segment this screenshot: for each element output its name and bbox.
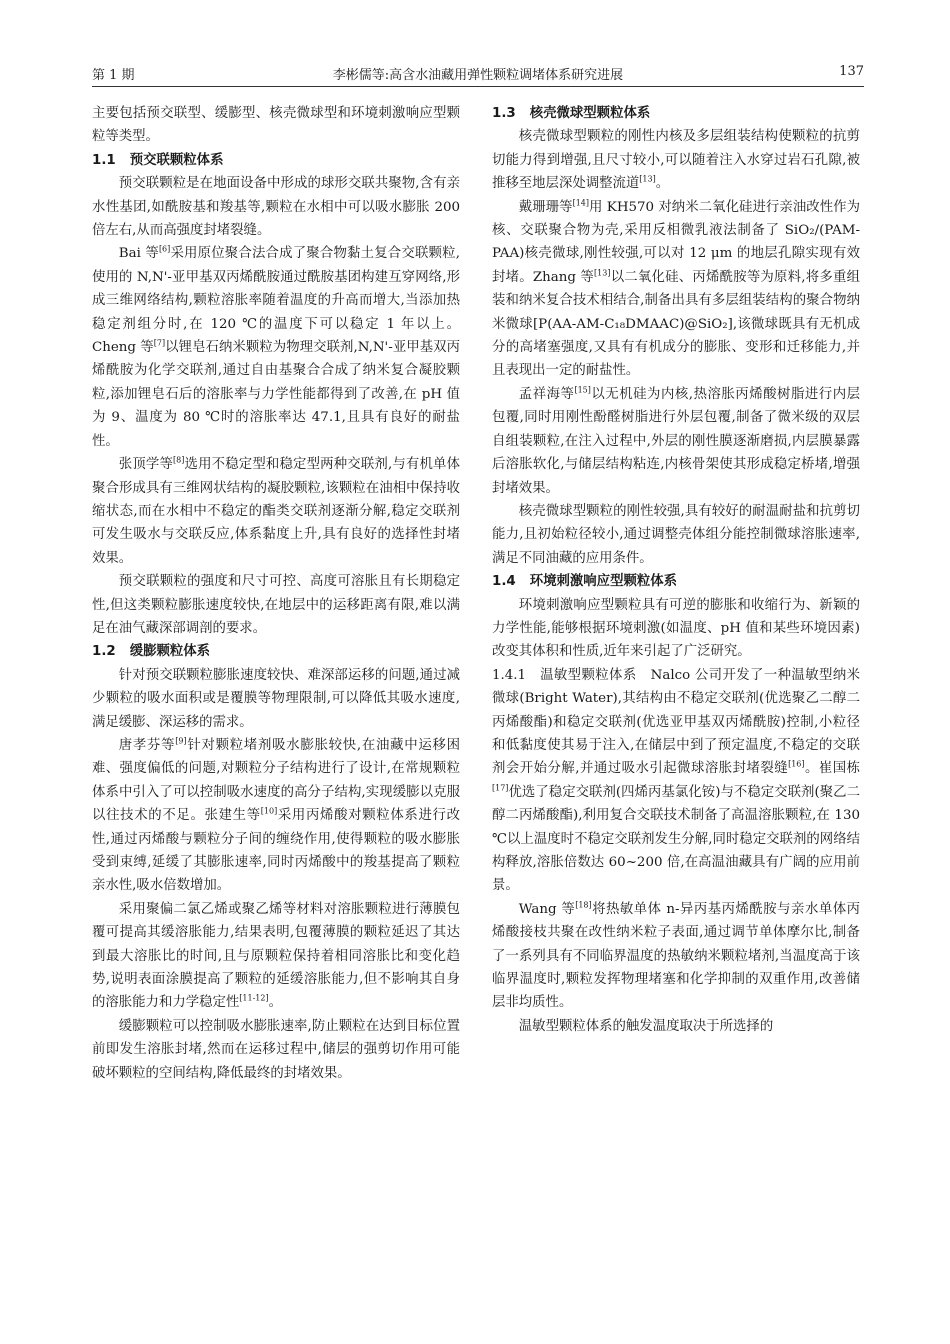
running-title: 李彬儒等:高含水油藏用弹性颗粒调堵体系研究进展 <box>332 68 624 83</box>
subsection-title-1-4-1: 温敏型颗粒体系 <box>540 667 637 683</box>
subsection-number-1-4-1: 1.4.1 <box>492 667 527 683</box>
citation: [13] <box>594 268 611 278</box>
paragraph: Bai 等[6]采用原位聚合法合成了聚合物黏土复合交联颗粒,使用的 N,N'-亚甲基双丙烯酰胺通过酰胺基团构建互穿网络,形成三维网络结构,颗粒溶胀率随着温度的升高而增大,当添加热稳定剂组分时,在 120 ℃的温度下可以稳定 1 年以上。Cheng 等[7]以锂皂石纳米颗粒为物理交联剂,N,N'-亚甲基双丙烯酰胺为化学交联剂,通过自由基聚合合成了纳米复合凝胶颗粒,添加锂皂石后的溶胀率与力学性能都得到了改善,在 pH 值为 9、温度为 80 ℃时的溶胀率达 47.1,且具有良好的耐盐性。 <box>92 244 461 449</box>
citation: [18] <box>575 900 592 910</box>
issue-label: 第 1 期 <box>92 68 135 83</box>
citation: [9] <box>175 736 187 746</box>
citation: [14] <box>572 198 589 208</box>
citation: [7] <box>153 338 166 348</box>
paragraph: 唐孝芬等[9]针对颗粒堵剂吸水膨胀较快,在油藏中运移困难、强度偏低的问题,对颗粒分子结构进行了设计,在常规颗粒体系中引入了可以控制吸水速度的高分子结构,实现缓膨以克服以往技术的不足。张建生等[10]采用丙烯酸对颗粒体系进行改性,通过丙烯酸与颗粒分子间的缠绕作用,使得颗粒的吸水膨胀受到束缚,延缓了其膨胀速率,同时丙烯酸中的羧基提高了颗粒亲水性,吸水倍数增加。 <box>92 736 461 894</box>
section-heading-1-2: 1.2 缓膨颗粒体系 <box>92 644 211 660</box>
page-number: 137 <box>839 64 864 79</box>
paragraph: 环境刺激响应型颗粒具有可逆的膨胀和收缩行为、新颖的力学性能,能够根据环境刺激(如温度、pH 值和某些环境因素)改变其体积和性质,近年来引起了广泛研究。 <box>492 597 860 660</box>
paragraph: 戴珊珊等[14]用 KH570 对纳米二氧化硅进行亲油改性作为核、交联聚合物为壳,采用反相微乳液法制备了 SiO₂/(PAM-PAA)核壳微球,刚性较强,可以对 12 μm 的地层孔隙实现有效封堵。Zhang 等[13]以二氧化硅、丙烯酰胺等为原料,将多重组装和纳米复合技术相结合,制备出具有多层组装结构的聚合物纳米微球[P(AA-AM-C₁₈DMAAC)@SiO₂],该微球既具有无机成分的高堵塞强度,又具有有机成分的膨胀、变形和迁移能力,并且表现出一定的耐盐性。 <box>492 198 860 379</box>
paragraph: 孟祥海等[15]以无机硅为内核,热溶胀丙烯酸树脂进行内层包覆,同时用刚性酚醛树脂进行外层包覆,制备了微米级的双层自组装颗粒,在注入过程中,外层的刚性膜逐渐磨损,内层膜暴露后溶胀软化,与储层结构粘连,内核骨架使其形成稳定桥堵,增强封堵效果。 <box>492 385 860 496</box>
citation: [15] <box>574 385 591 395</box>
section-heading-1-1: 1.1 预交联颗粒体系 <box>92 152 224 168</box>
paragraph: 核壳微球型颗粒的刚性内核及多层组装结构使颗粒的抗剪切能力得到增强,且尺寸较小,可以随着注入水穿过岩石孔隙,被推移至地层深处调整流道[13]。 <box>492 129 860 192</box>
citation: [6] <box>158 244 171 254</box>
paragraph: 针对预交联颗粒膨胀速度较快、难深部运移的问题,通过减少颗粒的吸水面积或是覆膜等物理限制,可以降低其吸水速度,满足缓膨、深运移的需求。 <box>92 667 460 730</box>
citation: [10] <box>260 806 278 816</box>
paragraph: 温敏型颗粒体系的触发温度取决于所选择的 <box>518 1018 774 1034</box>
citation: [16] <box>788 759 805 769</box>
paragraph: 预交联颗粒的强度和尺寸可控、高度可溶胀且有长期稳定性,但这类颗粒膨胀速度较快,在地层中的运移距离有限,难以满足在油气藏深部调剖的要求。 <box>92 574 460 636</box>
section-heading-1-3: 1.3 核壳微球型颗粒体系 <box>492 106 651 121</box>
paragraph: 缓膨颗粒可以控制吸水膨胀速率,防止颗粒在达到目标位置前即发生溶胀封堵,然而在运移过程中,储层的强剪切作用可能破坏颗粒的空间结构,降低最终的封堵效果。 <box>92 1018 460 1081</box>
right-column <box>492 102 860 1038</box>
citation: [17] <box>492 783 509 793</box>
paragraph: 预交联颗粒是在地面设备中形成的球形交联共聚物,含有亲水性基团,如酰胺基和羧基等,颗粒在水相中可以吸水膨胀 200 倍左右,从而高强度封堵裂缝。 <box>92 176 460 239</box>
paragraph: 张顶学等[8]选用不稳定型和稳定型两种交联剂,与有机单体聚合形成具有三维网状结构的凝胶颗粒,该颗粒在油相中保持收缩状态,而在水相中不稳定的酯类交联剂逐渐分解,稳定交联剂可发生吸水与交联反应,体系黏度上升,具有良好的选择性封堵效果。 <box>92 455 461 566</box>
running-header <box>92 60 864 87</box>
citation: [13] <box>639 174 656 184</box>
paragraph: 核壳微球型颗粒的刚性较强,具有较好的耐温耐盐和抗剪切能力,且初始粒径较小,通过调整壳体组分能控制微球溶胀速率,满足不同油藏的应用条件。 <box>492 503 860 566</box>
citation: [11-12] <box>239 993 269 1003</box>
left-column <box>92 102 460 1085</box>
paragraph: 采用聚偏二氯乙烯或聚乙烯等材料对溶胀颗粒进行薄膜包覆可提高其缓溶胀能力,结果表明,包覆薄膜的颗粒延迟了其达到最大溶胀比的时间,且与原颗粒保持着相同溶胀比和变化趋势,说明表面涂膜提高了颗粒的延缓溶胀能力,但不影响其自身的溶胀能力和力学稳定性[11-12]。 <box>92 901 460 1011</box>
paragraph: 1.4.1 温敏型颗粒体系 Nalco 公司开发了一种温敏型纳米微球(Bright Water),其结构由不稳定交联剂(优选聚乙二醇二丙烯酸酯)和稳定交联剂(优选亚甲基双丙烯酰胺)控制,小粒径和低黏度使其易于注入,在储层中到了预定温度,不稳定的交联剂会开始分解,并通过吸水引起微球溶胀封堵裂缝[16]。崔国栋[17]优选了稳定交联剂(四烯丙基氯化铵)与不稳定交联剂(聚乙二醇二丙烯酸酯),利用复合交联技术制备了高温溶胀颗粒,在 130 ℃以上温度时不稳定交联剂发生分解,同时稳定交联剂的网络结构释放,溶胀倍数达 60~200 倍,在高温油藏具有广阔的应用前景。 <box>492 667 861 894</box>
intro-paragraph: 主要包括预交联型、缓膨型、核壳微球型和环境刺激响应型颗粒等类型。 <box>92 106 460 145</box>
paragraph: Wang 等[18]将热敏单体 n-异丙基丙烯酰胺与亲水单体丙烯酸接枝共聚在改性纳米粒子表面,通过调节单体摩尔比,制备了一系列具有不同临界温度的热敏纳米颗粒堵剂,当温度高于该临界温度时,颗粒发挥物理堵塞和化学抑制的双重作用,改善储层非均质性。 <box>492 900 860 1011</box>
citation: [8] <box>173 455 185 465</box>
section-heading-1-4: 1.4 环境刺激响应型颗粒体系 <box>492 574 678 590</box>
